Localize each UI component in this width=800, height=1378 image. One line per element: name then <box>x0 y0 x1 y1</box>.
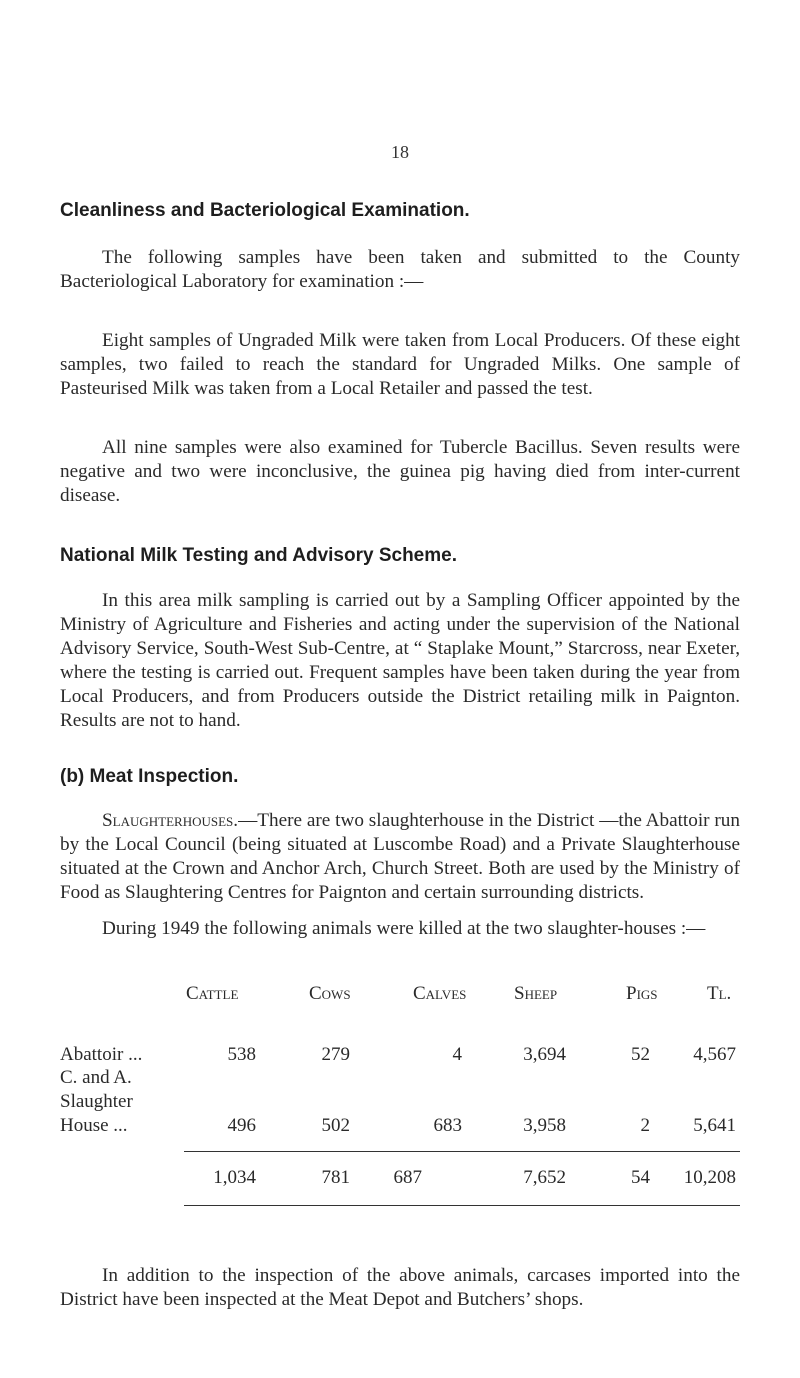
cell-pigs: 2 <box>640 1115 650 1136</box>
paragraph-sampling-officer <box>60 589 740 733</box>
paragraph-ungraded-milk <box>60 329 740 401</box>
col-header-calves: Calves <box>413 983 467 1004</box>
total-pigs: 54 <box>631 1167 650 1188</box>
paragraph-text <box>60 809 740 905</box>
cell-total: 5,641 <box>693 1115 736 1136</box>
row-label: House ... <box>60 1115 128 1136</box>
total-grand: 10,208 <box>683 1167 736 1188</box>
table-rule-top <box>184 1151 740 1152</box>
col-header-cattle: Cattle <box>186 983 239 1004</box>
paragraph-text: In this area milk sampling is carried out by a Sampling Officer appointed by the Ministry of Agriculture and Fisheries and acting under the supervision of the National Advisory Service, South-West Sub-Centre, at “ Staplake Mount,” Starcross, near Exeter, where the testing is carried out. Frequent samples have been taken during the year from Local Producers, and from Producers outside the District retailing milk in Paignton. Results are not to hand. <box>60 590 740 731</box>
cell-sheep: 3,694 <box>523 1044 566 1065</box>
cell-sheep: 3,958 <box>523 1115 566 1136</box>
heading-meat-inspection: (b) Meat Inspection. <box>60 766 239 787</box>
paragraph-text: During 1949 the following animals were killed at the two slaughter-houses :— <box>102 918 706 939</box>
cell-calves: 683 <box>433 1115 462 1136</box>
total-sheep: 7,652 <box>523 1167 566 1188</box>
paragraph-text: Eight samples of Ungraded Milk were taken from Local Producers. Of these eight samples, two failed to reach the standard for Ungraded Milks. One sample of Pasteurised Milk was taken from a Local Retailer and passed the test. <box>60 330 740 399</box>
table-rule-bottom <box>184 1205 740 1206</box>
cell-cattle: 538 <box>227 1044 256 1065</box>
paragraph-text: In addition to the inspection of the above animals, carcases imported into the District have been inspected at the Meat Depot and Butchers’ shops. <box>60 1265 740 1310</box>
paragraph-text: The following samples have been taken and submitted to the County Bacteriological Laboratory for examination :— <box>60 247 740 292</box>
col-header-total: Tl. <box>707 983 732 1004</box>
cell-total: 4,567 <box>693 1044 736 1065</box>
row-label: Abattoir ... <box>60 1044 143 1065</box>
paragraph-tubercle <box>60 436 740 508</box>
total-cows: 781 <box>321 1167 350 1188</box>
cell-cows: 502 <box>321 1115 350 1136</box>
lead-term: Slaughterhouses. <box>102 810 239 831</box>
paragraph-slaughterhouses <box>60 809 740 905</box>
total-cattle: 1,034 <box>213 1167 256 1188</box>
heading-national-milk: National Milk Testing and Advisory Scheme. <box>60 545 457 566</box>
col-header-sheep: Sheep <box>514 983 558 1004</box>
paragraph-text: All nine samples were also examined for Tubercle Bacillus. Seven results were negative and two were inconclusive, the guinea pig having died from inter-current disease. <box>60 437 740 506</box>
row-label: C. and A. <box>60 1067 132 1088</box>
paragraph-samples-intro <box>60 246 740 294</box>
col-header-cows: Cows <box>309 983 351 1004</box>
paragraph-rest: —There are two slaughterhouse in the District —the Abattoir run by the Local Council (being situated at Luscombe Road) and a Private Slaughterhouse situated at the Crown and Anchor Arch, Church Street. Both are used by the Ministry of Food as Slaughtering Centres for Paignton and certain surrounding districts. <box>60 810 740 903</box>
paragraph-closing <box>60 1264 740 1312</box>
row-label: Slaughter <box>60 1091 133 1112</box>
cell-cattle: 496 <box>227 1115 256 1136</box>
total-calves: 687 <box>393 1167 422 1188</box>
col-header-pigs: Pigs <box>626 983 658 1004</box>
paragraph-during-1949 <box>60 917 740 941</box>
cell-calves: 4 <box>452 1044 462 1065</box>
cell-cows: 279 <box>321 1044 350 1065</box>
cell-pigs: 52 <box>631 1044 650 1065</box>
page-number: 18 <box>391 142 409 162</box>
heading-cleanliness: Cleanliness and Bacteriological Examination. <box>60 200 470 221</box>
